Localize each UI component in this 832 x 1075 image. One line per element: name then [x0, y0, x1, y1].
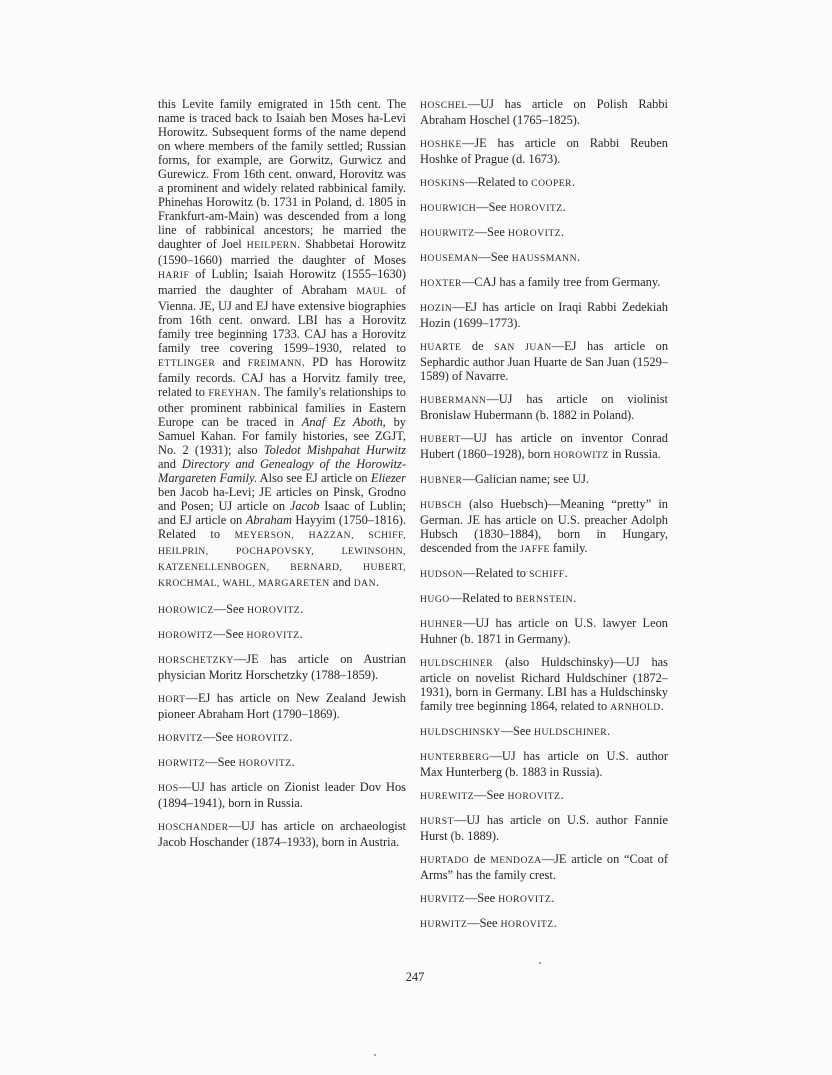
- entry-text: —Related to: [462, 566, 530, 580]
- entry-text: .: [300, 602, 304, 616]
- entry-text: de: [469, 852, 491, 866]
- dictionary-entry: [420, 300, 668, 330]
- small-caps-name: HUBNER: [420, 475, 463, 486]
- small-caps-name: HUREWITZ: [420, 791, 475, 802]
- entry-text: —See: [213, 627, 247, 641]
- entry-text: .: [291, 755, 295, 769]
- dictionary-entry: [158, 755, 406, 771]
- small-caps-name: HUDSON: [420, 569, 463, 580]
- ink-speck: [374, 1054, 376, 1056]
- dictionary-entry: [420, 852, 668, 882]
- dictionary-entry: [420, 339, 668, 383]
- small-caps-name: SAN JUAN: [494, 342, 552, 353]
- small-caps-name: HOS: [158, 783, 179, 794]
- entry-text: .: [289, 730, 293, 744]
- dictionary-entry: [420, 225, 668, 241]
- small-caps-name: HOROVITZ: [247, 605, 301, 616]
- entry-text: and: [329, 575, 354, 589]
- small-caps-name: HOROVITZ: [238, 758, 292, 769]
- small-caps-name: HOROWICZ: [158, 605, 214, 616]
- small-caps-name: HOROVITZ: [246, 630, 300, 641]
- entry-text: .: [551, 891, 555, 905]
- small-caps-name: JAFFE: [520, 544, 550, 555]
- entry-text: —See: [478, 250, 512, 264]
- dictionary-entry: [420, 616, 668, 646]
- entry-text: —UJ has article on Polish Rabbi Abraham Hoschel (1765–1825).: [420, 97, 668, 127]
- small-caps-name: HOXTER: [420, 278, 462, 289]
- small-caps-name: HEILPERN: [246, 240, 298, 251]
- small-caps-name: HOURWITZ: [420, 228, 475, 239]
- dictionary-entry: [420, 788, 668, 804]
- small-caps-name: HOROVITZ: [498, 894, 552, 905]
- small-caps-name: DAN: [353, 578, 377, 589]
- entry-text: Also see EJ article on: [257, 471, 371, 485]
- small-caps-name: HORT: [158, 694, 186, 705]
- italic-title: Anaf Ez Aboth,: [301, 415, 386, 429]
- small-caps-name: HOSHKE: [420, 139, 462, 150]
- dictionary-entry: [420, 566, 668, 582]
- small-caps-name: MENDOZA: [490, 855, 542, 866]
- entry-text: and: [215, 355, 248, 369]
- entry-text: .: [376, 575, 380, 589]
- small-caps-name: HOROVITZ: [500, 919, 554, 930]
- entry-text: —UJ has article on U.S. lawyer Leon Huhner (b. 1871 in Germany).: [420, 616, 668, 646]
- small-caps-name: HORWITZ: [158, 758, 206, 769]
- entry-text: —Related to: [465, 175, 532, 189]
- small-caps-name: HURWITZ: [420, 919, 468, 930]
- small-caps-name: HOROVITZ: [509, 203, 563, 214]
- dictionary-entry: [420, 200, 668, 216]
- small-caps-name: HOROWITZ: [158, 630, 214, 641]
- entry-text: .: [299, 627, 303, 641]
- dictionary-entry: [158, 627, 406, 643]
- small-caps-name: MAUL: [356, 286, 387, 297]
- dictionary-entry: [420, 749, 668, 779]
- italic-title: Directory and Genealogy of the Horowitz-Margareten Family.: [158, 457, 406, 485]
- entry-text: .: [562, 200, 566, 214]
- dictionary-entry: [420, 591, 668, 607]
- entry-text: of Vienna. JE, UJ and EJ have extensive biographies from 16th cent. onward. LBI has a Horovitz family tree beginning 1733. CAJ has a Horovitz family tree covering 1599–1930, related to: [158, 283, 406, 355]
- dictionary-entry: [420, 136, 668, 166]
- small-caps-name: HOURWICH: [420, 203, 477, 214]
- dictionary-entry: [158, 819, 406, 849]
- entry-text: —UJ has article on Zionist leader Dov Hos (1894–1941), born in Russia.: [158, 780, 406, 810]
- italic-title: Jacob: [289, 499, 320, 513]
- entry-text: —See: [213, 602, 248, 616]
- small-caps-name: HUBSCH: [420, 500, 462, 511]
- dictionary-entry: [420, 392, 668, 422]
- entry-text: —UJ has article on archaeologist Jacob Hoschander (1874–1933), born in Austria.: [158, 819, 406, 849]
- entry-text: of Lublin; Isaiah Horowitz (1555–1630) married the daughter of Abraham: [158, 267, 406, 297]
- entry-text: —JE article on “Coat of Arms” has the family crest.: [420, 852, 668, 882]
- small-caps-name: HUNTERBERG: [420, 752, 490, 763]
- small-caps-name: MEYERSON, HAZZAN, SCHIFF, HEILPRIN, POCHAPOVSKY, LEWINSOHN, KATZENELLENBOGEN, BERNARD, HUBERT, KROCHMAL, WAHL, MARGARETEN: [158, 530, 406, 589]
- entry-text: in Russia.: [608, 447, 661, 461]
- small-caps-name: HOSKINS: [420, 178, 466, 189]
- left-column: [158, 97, 406, 858]
- small-caps-name: HOROVITZ: [508, 228, 562, 239]
- small-caps-name: SCHIFF: [529, 569, 565, 580]
- dictionary-entry: [420, 724, 668, 740]
- entry-text: . PD has Horowitz family records. CAJ has a Horvitz family tree, related to: [158, 355, 406, 399]
- dictionary-entry: [420, 916, 668, 932]
- entry-text: de: [461, 339, 495, 353]
- dictionary-entry: [420, 472, 668, 488]
- dictionary-entry: [158, 730, 406, 746]
- dictionary-entry: [420, 250, 668, 266]
- dictionary-entry: [420, 431, 668, 463]
- dictionary-entry: [158, 780, 406, 810]
- italic-title: Eliezer: [370, 471, 406, 485]
- small-caps-name: HULDSCHINER: [420, 658, 494, 669]
- entry-text: by Samuel Kahan. For family histories, see ZGJT, No. 2 (1931); also: [158, 415, 406, 457]
- small-caps-name: HOROWITZ: [553, 450, 609, 461]
- small-caps-name: HOSCHEL: [420, 100, 468, 111]
- small-caps-name: BERNSTEIN: [515, 594, 574, 605]
- page-number: 247: [405, 970, 425, 984]
- entry-text: .: [573, 591, 577, 605]
- entry-text: .: [572, 175, 576, 189]
- entry-text: —UJ has article on violinist Bronislaw Hubermann (b. 1882 in Poland).: [420, 392, 668, 422]
- entry-text: —See: [500, 724, 535, 738]
- dictionary-entry: [158, 691, 406, 721]
- entry-text: —Galician name; see UJ.: [462, 472, 590, 486]
- entry-text: this Levite family emigrated in 15th cent. The name is traced back to Isaiah ben Moses ha-Levi Horowitz. Subsequent forms of the name depend on where members of the family settled; Russian forms, for example, are Gorwitz, Gurwicz and Gurewicz. From 16th cent. onward, Horovitz was a prominent and widely related rabbinical family. Phinehas Horowitz (b. 1731 in Poland, d. 1805 in Frankfurt-am-Main) was descended from a long line of rabbinical ancestors; he married the daughter of Joel: [158, 97, 406, 251]
- small-caps-name: HAUSSMANN: [511, 253, 578, 264]
- small-caps-name: HORSCHETZKY: [158, 655, 234, 666]
- small-caps-name: HORVITZ: [158, 733, 203, 744]
- entry-text: —See: [474, 788, 508, 802]
- entry-text: (also Huldschinsky)—UJ has article on novelist Richard Huldschiner (1872–1931), born in Germany. LBI has a Huldschinsky family tree beginning 1864, related to: [420, 655, 668, 713]
- dictionary-entry: [420, 97, 668, 127]
- dictionary-entry: [420, 275, 668, 291]
- small-caps-name: HUARTE: [420, 342, 462, 353]
- entry-text: Isaac of Lublin; and EJ article on: [158, 499, 406, 527]
- entry-text: —JE has article on Rabbi Reuben Hoshke of Prague (d. 1673).: [420, 136, 668, 166]
- entry-text: —See: [464, 891, 499, 905]
- entry-text: —Related to: [449, 591, 516, 605]
- small-caps-name: HUBERT: [420, 434, 461, 445]
- dictionary-entry: [420, 813, 668, 843]
- dictionary-entry: [158, 652, 406, 682]
- small-caps-name: HOROVITZ: [236, 733, 290, 744]
- entry-text: —See: [467, 916, 501, 930]
- small-caps-name: HURVITZ: [420, 894, 465, 905]
- entry-text: —EJ has article on New Zealand Jewish pioneer Abraham Hort (1790–1869).: [158, 691, 406, 721]
- small-caps-name: HOROVITZ: [507, 791, 561, 802]
- entry-text: .: [553, 916, 557, 930]
- entry-text: .: [560, 788, 564, 802]
- dictionary-entry: [420, 497, 668, 557]
- small-caps-name: HUBERMANN: [420, 395, 487, 406]
- small-caps-name: HULDSCHINSKY: [420, 727, 501, 738]
- entry-text: —See: [474, 225, 509, 239]
- dictionary-entry: [420, 175, 668, 191]
- small-caps-name: HOZIN: [420, 303, 453, 314]
- small-caps-name: HOUSEMAN: [420, 253, 479, 264]
- entry-text: —See: [202, 730, 237, 744]
- entry-text: .: [564, 566, 568, 580]
- entry-text: —EJ has article on Iraqi Rabbi Zedekiah Hozin (1699–1773).: [420, 300, 668, 330]
- entry-text: —EJ has article on Sephardic author Juan Huarte de San Juan (1529–1589) of Navarre.: [420, 339, 669, 383]
- dictionary-entry: [158, 97, 406, 591]
- entry-text: .: [561, 225, 565, 239]
- entry-text: . Shabbetai Horowitz (1590–1660) married the daughter of Moses: [158, 237, 406, 267]
- ink-speck: [539, 962, 541, 964]
- small-caps-name: HURST: [420, 816, 454, 827]
- entry-text: .: [660, 699, 664, 713]
- entry-text: .: [577, 250, 581, 264]
- small-caps-name: HARIF: [158, 270, 190, 281]
- entry-text: —See: [476, 200, 510, 214]
- small-caps-name: HULDSCHINER: [534, 727, 608, 738]
- small-caps-name: HUGO: [420, 594, 450, 605]
- dictionary-entry: [158, 602, 406, 618]
- entry-text: —CAJ has a family tree from Germany.: [461, 275, 661, 289]
- dictionary-entry: [420, 891, 668, 907]
- small-caps-name: COOPER: [531, 178, 573, 189]
- entry-text: —UJ has article on inventor Conrad Hubert (1860–1928), born: [420, 431, 668, 461]
- entry-text: ben Jacob ha-Levi; JE articles on Pinsk, Grodno and Posen; UJ article on: [158, 485, 406, 513]
- small-caps-name: FREIMANN: [247, 358, 302, 369]
- entry-text: —JE has article on Austrian physician Moritz Horschetzky (1788–1859).: [158, 652, 406, 682]
- entry-text: —See: [205, 755, 239, 769]
- small-caps-name: HUHNER: [420, 619, 463, 630]
- dictionary-entry: [420, 655, 668, 715]
- entry-text: and: [158, 457, 182, 471]
- entry-text: . The family's relationships to other prominent rabbinical families in Eastern Europe can be traced in: [158, 385, 406, 429]
- small-caps-name: HOSCHANDER: [158, 822, 229, 833]
- small-caps-name: FREYHAN: [208, 388, 258, 399]
- small-caps-name: HURTADO: [420, 855, 470, 866]
- entry-text: —UJ has article on U.S. author Fannie Hurst (b. 1889).: [420, 813, 668, 843]
- entry-text: —UJ has article on U.S. author Max Hunterberg (b. 1883 in Russia).: [420, 749, 668, 779]
- entry-text: Hayyim (1750–1816). Related to: [158, 513, 406, 541]
- right-column: [420, 97, 668, 941]
- small-caps-name: ARNHOLD: [610, 702, 661, 713]
- italic-title: Toledot Mishpahat Hurwitz: [263, 443, 406, 457]
- small-caps-name: ETTLINGER: [158, 358, 216, 369]
- entry-text: .: [607, 724, 611, 738]
- italic-title: Abraham: [245, 513, 292, 527]
- entry-text: (also Huebsch)—Meaning “pretty” in German. JE has article on U.S. preacher Adolph Hubsch (1830–1884), born in Hungary, descended from the: [420, 497, 668, 555]
- entry-text: family.: [549, 541, 588, 555]
